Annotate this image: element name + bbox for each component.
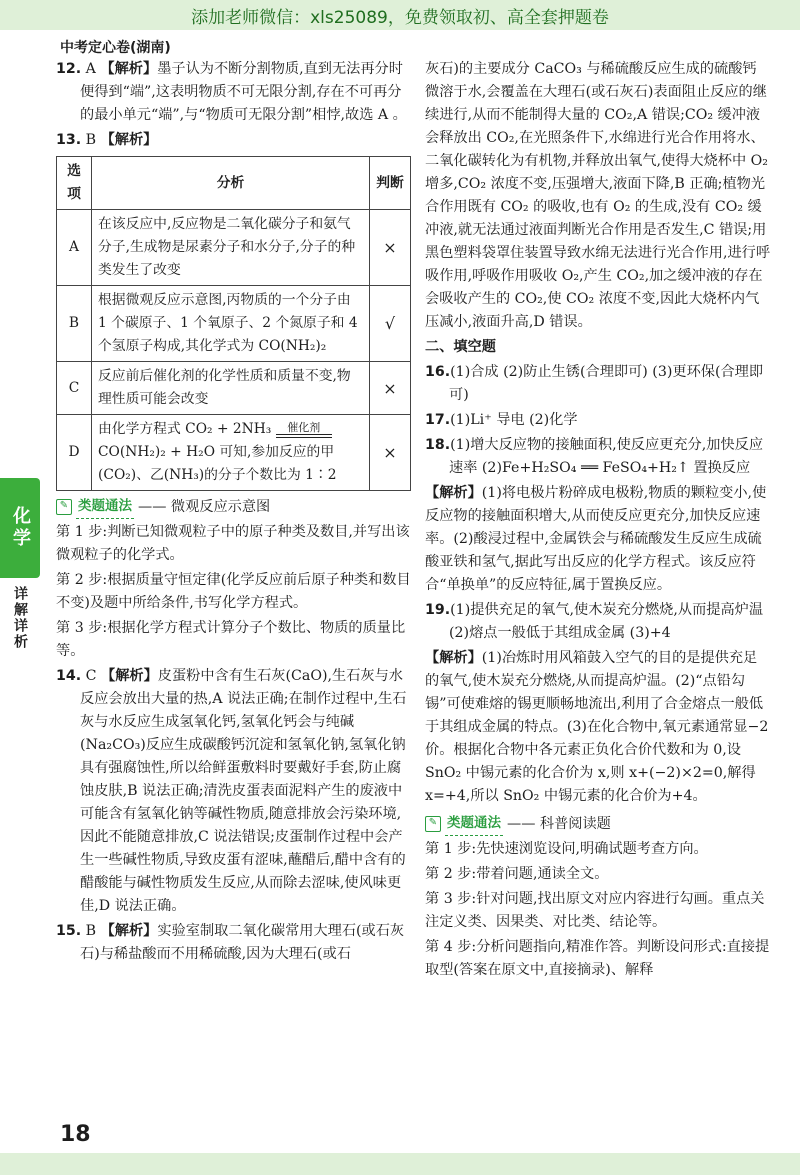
answer: A [85,61,96,77]
question-number: 19. [425,602,451,618]
equals-line [276,434,332,438]
analysis-table [56,156,411,491]
option-cell: D [57,415,92,491]
method-badge: 类题通法 [76,495,134,519]
question-12 [56,58,411,127]
right-column [425,58,770,984]
table-row [57,210,411,286]
judge-cell: × [370,362,411,415]
question-number: 18. [425,437,451,453]
answer-text: (1)增大反应物的接触面积,使反应更充分,加快反应速率 (2)Fe+H₂SO₄ ══ FeSO₄+H₂↑ 置换反应 [449,437,764,476]
method-heading [425,812,770,836]
question-15-continued: 灰石)的主要成分 CaCO₃ 与稀硫酸反应生成的硫酸钙微溶于水,会覆盖在大理石(或石灰石)表面阻止反应的继续进行,从而不能制得大量的 CO₂,A 错误;CO₂ 缓冲液会释放出 CO₂,在光照条件下,水绵进行光合作用将水、二氧化碳转化为有机物,并释放出氧气,使得大烧杯中 O₂ 增多,CO₂ 浓度不变,压强增大,液面下降,B 正确;植物光合作用既有 CO₂ 的吸收,也有 O₂ 的生成,没有 CO₂ 缓冲液,就无法通过液面判断光合作用是否发生,C 错误;用黑色塑料袋罩住装置导致水绵无法进行光合作用,进行呼吸作用,呼吸作用吸收 O₂,产生 CO₂,加之缓冲液的存在会吸收产生的 CO₂,使 CO₂ 浓度不变,因此大烧杯内气压减小,液面升高,D 错误。 [425,61,771,330]
running-title: 中考定心卷(湖南) [60,40,171,56]
answer: B [85,923,97,939]
question-19 [425,599,770,645]
table-row [57,286,411,362]
analysis-tag: 【解析】 [425,650,482,666]
question-number: 14. [56,668,82,684]
method-heading [56,495,411,519]
promo-banner [0,0,800,30]
judge-cell: × [370,415,411,491]
question-number: 17. [425,412,451,428]
method-step: 第 2 步:带着问题,通读全文。 [425,866,609,882]
question-15 [56,920,411,966]
method-step: 第 2 步:根据质量守恒定律(化学反应前后原子种类和数目不变)及题中所给条件,书写化学方程式。 [56,572,411,611]
header-analysis: 分析 [92,157,370,210]
analysis-text: (1)冶炼时用风箱鼓入空气的目的是提供充足的氧气,使木炭充分燃烧,从而提高炉温。(2)“点铅勾锡”可使难熔的锡更顺畅地流出,利用了合金熔点一般低于其组成金属的特点。(3)在化合物中,氧元素通常显−2 价。根据化合物中各元素正负化合价代数和为 0,设 SnO₂ 中锡元素的化合价为 x,则 x+(−2)×2=0,解得 x=+4,所以 SnO₂ 中锡元素的化合价为+4。 [425,650,769,804]
header-judge: 判断 [370,157,411,210]
section-side-label: 详解详析 [12,586,28,650]
pencil-note-icon: ✎ [425,816,441,832]
analysis-text: (1)将电极片粉碎成电极粉,物质的颗粒变小,使反应物的接触面积增大,从而使反应更充分,加快反应速率。(2)酸浸过程中,金属铁会与稀硫酸发生反应生成硫酸亚铁和氢气,据此写出反应的化学方程式。该反应符合“单换单”的反应特征,属于置换反应。 [425,485,767,593]
method-step: 第 1 步:判断已知微观粒子中的原子种类及数目,并写出该微观粒子的化学式。 [56,524,410,563]
question-19-analysis [425,647,770,808]
method-badge: 类题通法 [445,812,503,836]
reaction-arrow [276,422,332,438]
pencil-note-icon: ✎ [56,499,72,515]
question-18 [425,434,770,480]
answer: C [85,668,97,684]
option-cell: C [57,362,92,415]
option-cell: A [57,210,92,286]
method-step: 第 3 步:根据化学方程式计算分子个数比、物质的质量比等。 [56,620,406,659]
subject-tab: 化学 [0,478,40,578]
question-number: 16. [425,364,451,380]
analysis-tag: 【解析】 [100,132,158,148]
left-column [56,58,411,968]
answer-text: (1)Li⁺ 导电 (2)化学 [450,412,578,428]
analysis-tag: 【解析】 [100,923,158,939]
analysis-tag: 【解析】 [425,485,482,501]
bottom-strip [0,1153,800,1175]
table-header-row [57,157,411,210]
analysis-cell: 根据微观反应示意图,丙物质的一个分子由 1 个碳原子、1 个氧原子、2 个氮原子和 4 个氢原子构成,其化学式为 CO(NH₂)₂ [92,286,370,362]
judge-cell: √ [370,286,411,362]
equation-left: 由化学方程式 CO₂ + 2NH₃ [98,421,272,437]
question-number: 13. [56,132,82,148]
option-cell: B [57,286,92,362]
method-title: —— 微观反应示意图 [138,498,271,515]
method-title: —— 科普阅读题 [507,815,611,832]
analysis-cell [92,415,370,491]
question-number: 12. [56,61,82,77]
answer: B [85,132,97,148]
table-row [57,362,411,415]
answer-text: (1)提供充足的氧气,使木炭充分燃烧,从而提高炉温 (2)熔点一般低于其组成金属 (3)+4 [449,602,764,641]
judge-cell: × [370,210,411,286]
method-step: 第 1 步:先快速浏览设问,明确试题考查方向。 [425,841,708,857]
promo-banner-text: 添加老师微信：xls25089，免费领取初、高全套押题卷 [191,7,609,28]
answer-text: (1)合成 (2)防止生锈(合理即可) (3)更环保(合理即可) [449,364,764,403]
page-number: 18 [60,1122,91,1147]
analysis-cell: 反应前后催化剂的化学性质和质量不变,物理性质可能会改变 [92,362,370,415]
method-step: 第 4 步:分析问题指向,精准作答。判断设问形式:直接提取型(答案在原文中,直接摘录)、解释 [425,939,770,978]
question-18-analysis [425,482,770,597]
table-row [57,415,411,491]
section-heading: 二、填空题 [425,339,496,355]
analysis-tag: 【解析】 [101,668,158,684]
question-17 [425,409,770,432]
method-step: 第 3 步:针对问题,找出原文对应内容进行勾画。重点关注定义类、因果类、对比类、结论等。 [425,891,765,930]
question-16 [425,361,770,407]
analysis-text: 墨子认为不断分割物质,直到无法再分时便得到“端”,这表明物质不可无限分割,存在不可再分的最小单元“端”,与“物质可无限分割”相悖,故选 A 。 [80,61,407,123]
analysis-tag: 【解析】 [100,61,158,77]
question-number: 15. [56,923,82,939]
equation-right: CO(NH₂)₂ + H₂O 可知,参加反应的甲(CO₂)、乙(NH₃)的分子个数比为 1∶2 [98,444,337,483]
analysis-text: 实验室制取二氧化碳常用大理石(或石灰石)与稀盐酸而不用稀硫酸,因为大理石(或石 [80,923,405,962]
analysis-cell: 在该反应中,反应物是二氧化碳分子和氨气分子,生成物是尿素分子和水分子,分子的种类发生了改变 [92,210,370,286]
header-option: 选项 [57,157,92,210]
question-13 [56,129,411,152]
question-14 [56,665,411,918]
analysis-text: 皮蛋粉中含有生石灰(CaO),生石灰与水反应会放出大量的热,A 说法正确;在制作过程中,生石灰与水反应生成氢氧化钙,氢氧化钙会与纯碱(Na₂CO₃)反应生成碳酸钙沉淀和氢氧化钠,氢氧化钠具有强腐蚀性,所以给鲜蛋敷料时要戴好手套,防止腐蚀皮肤,B 说法正确;清洗皮蛋表面泥料产生的废液中可能含有氢氧化钠等碱性物质,随意排放会污染环境,因此不能随意排放,C 说法错误;皮蛋制作过程中会产生一些碱性物质,导致皮蛋有涩味,蘸醋后,醋中含有的醋酸能与碱性物质发生反应,从而除去涩味,使风味更佳,D 说法正确。 [80,668,407,914]
catalyst-label: 催化剂 [287,420,321,434]
